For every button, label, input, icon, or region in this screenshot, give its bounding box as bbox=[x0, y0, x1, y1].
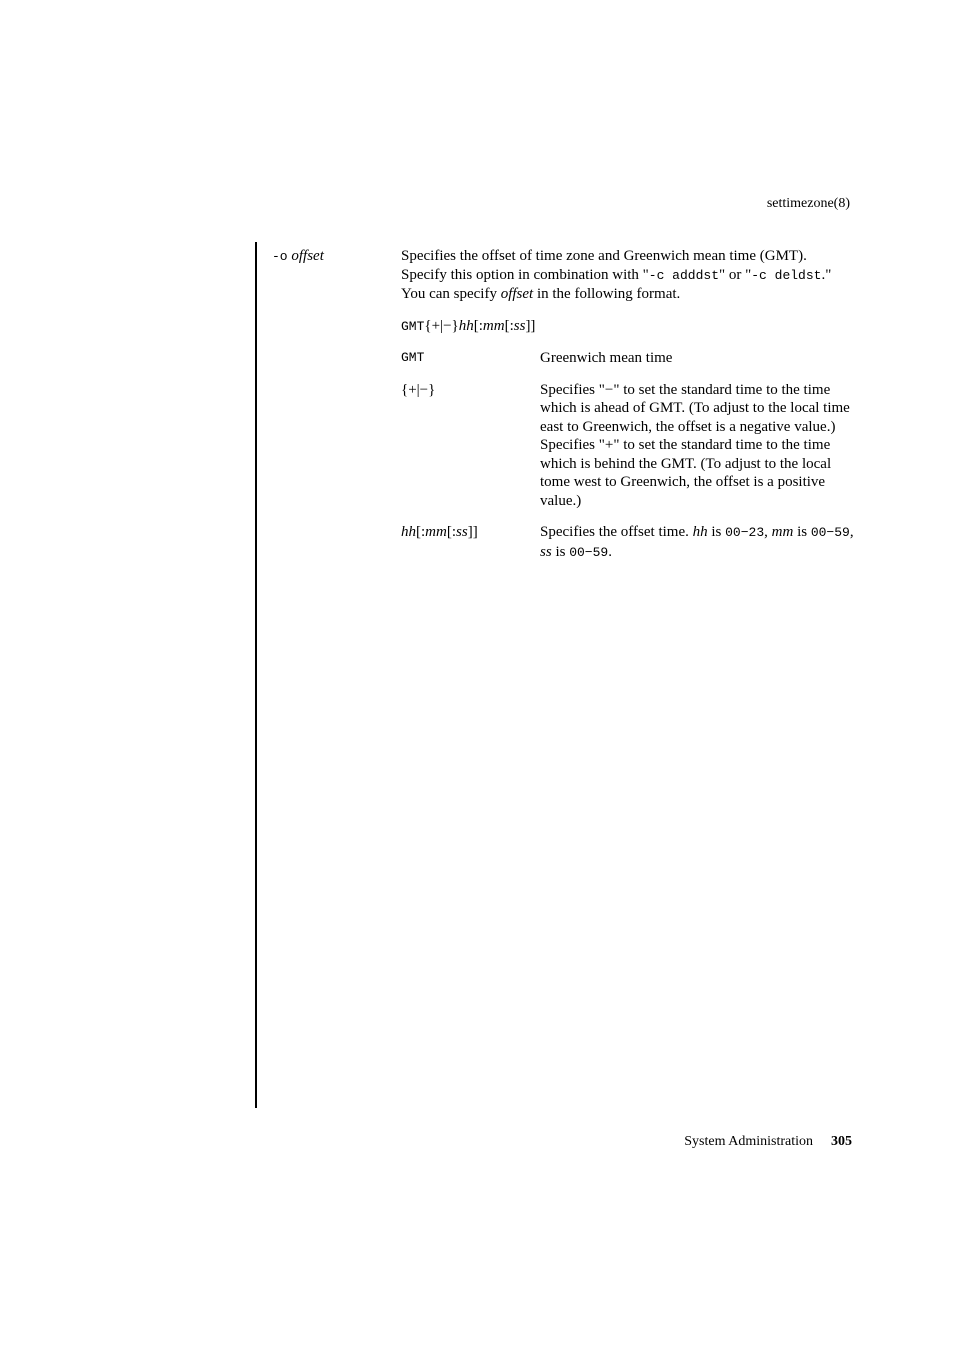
format-bracket-2: [: bbox=[504, 317, 514, 334]
desc-code-deldst: -c deldst bbox=[751, 267, 822, 283]
format-sign: {+|−} bbox=[424, 317, 459, 334]
option-flag: -o bbox=[272, 249, 288, 264]
entry-term: GMT bbox=[401, 350, 425, 365]
desc-offset-italic: offset bbox=[500, 286, 534, 302]
format-bracket-close: ]] bbox=[525, 317, 536, 334]
desc-code-adddst: -c adddst bbox=[648, 267, 719, 283]
entry-desc: Greenwich mean time bbox=[540, 350, 673, 366]
page-number: 305 bbox=[831, 1134, 852, 1149]
d-text-6: is bbox=[551, 543, 570, 560]
format-hh: hh bbox=[458, 317, 474, 334]
entry-hhmmss bbox=[401, 523, 856, 562]
d-text-7: . bbox=[608, 543, 612, 560]
d-text-2: is bbox=[707, 524, 726, 540]
d-text-1: Specifies the offset time. bbox=[540, 524, 693, 540]
format-bracket-1: [: bbox=[473, 317, 483, 334]
description-paragraph bbox=[401, 247, 856, 304]
d-text-3: , bbox=[764, 524, 772, 540]
option-term bbox=[272, 247, 324, 267]
option-arg: offset bbox=[291, 248, 324, 264]
change-bar bbox=[255, 242, 257, 1108]
entry-desc: Specifies "−" to set the standard time to the time which is ahead of GMT. (To adjust to the local time east to Greenwich, the offset is a negative value.) Specifies "+" to set the standard time to the time which is behind the GMT. (To adjust to the local tome west to Greenwich, the offset is a positive value.) bbox=[540, 381, 850, 509]
format-mm: mm bbox=[482, 317, 505, 334]
d-ss: ss bbox=[540, 543, 552, 560]
term-mm: mm bbox=[425, 524, 447, 540]
entry-term bbox=[401, 523, 540, 562]
d-hh: hh bbox=[692, 524, 708, 540]
desc-text-2: " or " bbox=[719, 266, 752, 283]
term-ss: ss bbox=[456, 524, 468, 540]
d-range-mm: 00−59 bbox=[810, 525, 850, 540]
term-hh: hh bbox=[401, 524, 416, 540]
term-bracket-2: [: bbox=[446, 524, 457, 540]
entry-gmt bbox=[401, 349, 856, 368]
format-ss: ss bbox=[513, 317, 526, 334]
desc-text-3: ." You can specify bbox=[401, 266, 832, 302]
term-bracket-1: [: bbox=[416, 524, 426, 540]
d-text-4: is bbox=[793, 524, 811, 540]
entry-desc bbox=[540, 523, 856, 562]
format-syntax bbox=[401, 317, 856, 337]
option-description bbox=[401, 247, 856, 575]
d-mm: mm bbox=[771, 524, 794, 540]
d-range-hh: 00−23 bbox=[725, 525, 765, 540]
desc-text-1: Specifies the offset of time zone and Greenwich mean time (GMT). Specify this option in combination with " bbox=[401, 248, 807, 283]
footer-section: System Administration bbox=[684, 1134, 813, 1149]
page-footer bbox=[684, 1133, 852, 1152]
entry-term: {+|−} bbox=[401, 381, 436, 398]
running-header: settimezone(8) bbox=[766, 196, 850, 211]
format-gmt: GMT bbox=[401, 318, 425, 334]
term-bracket-close: ]] bbox=[467, 524, 478, 540]
entry-sign bbox=[401, 381, 856, 511]
desc-text-4: in the following format. bbox=[533, 286, 681, 302]
d-range-ss: 00−59 bbox=[569, 544, 609, 560]
d-text-5: , bbox=[849, 524, 854, 540]
